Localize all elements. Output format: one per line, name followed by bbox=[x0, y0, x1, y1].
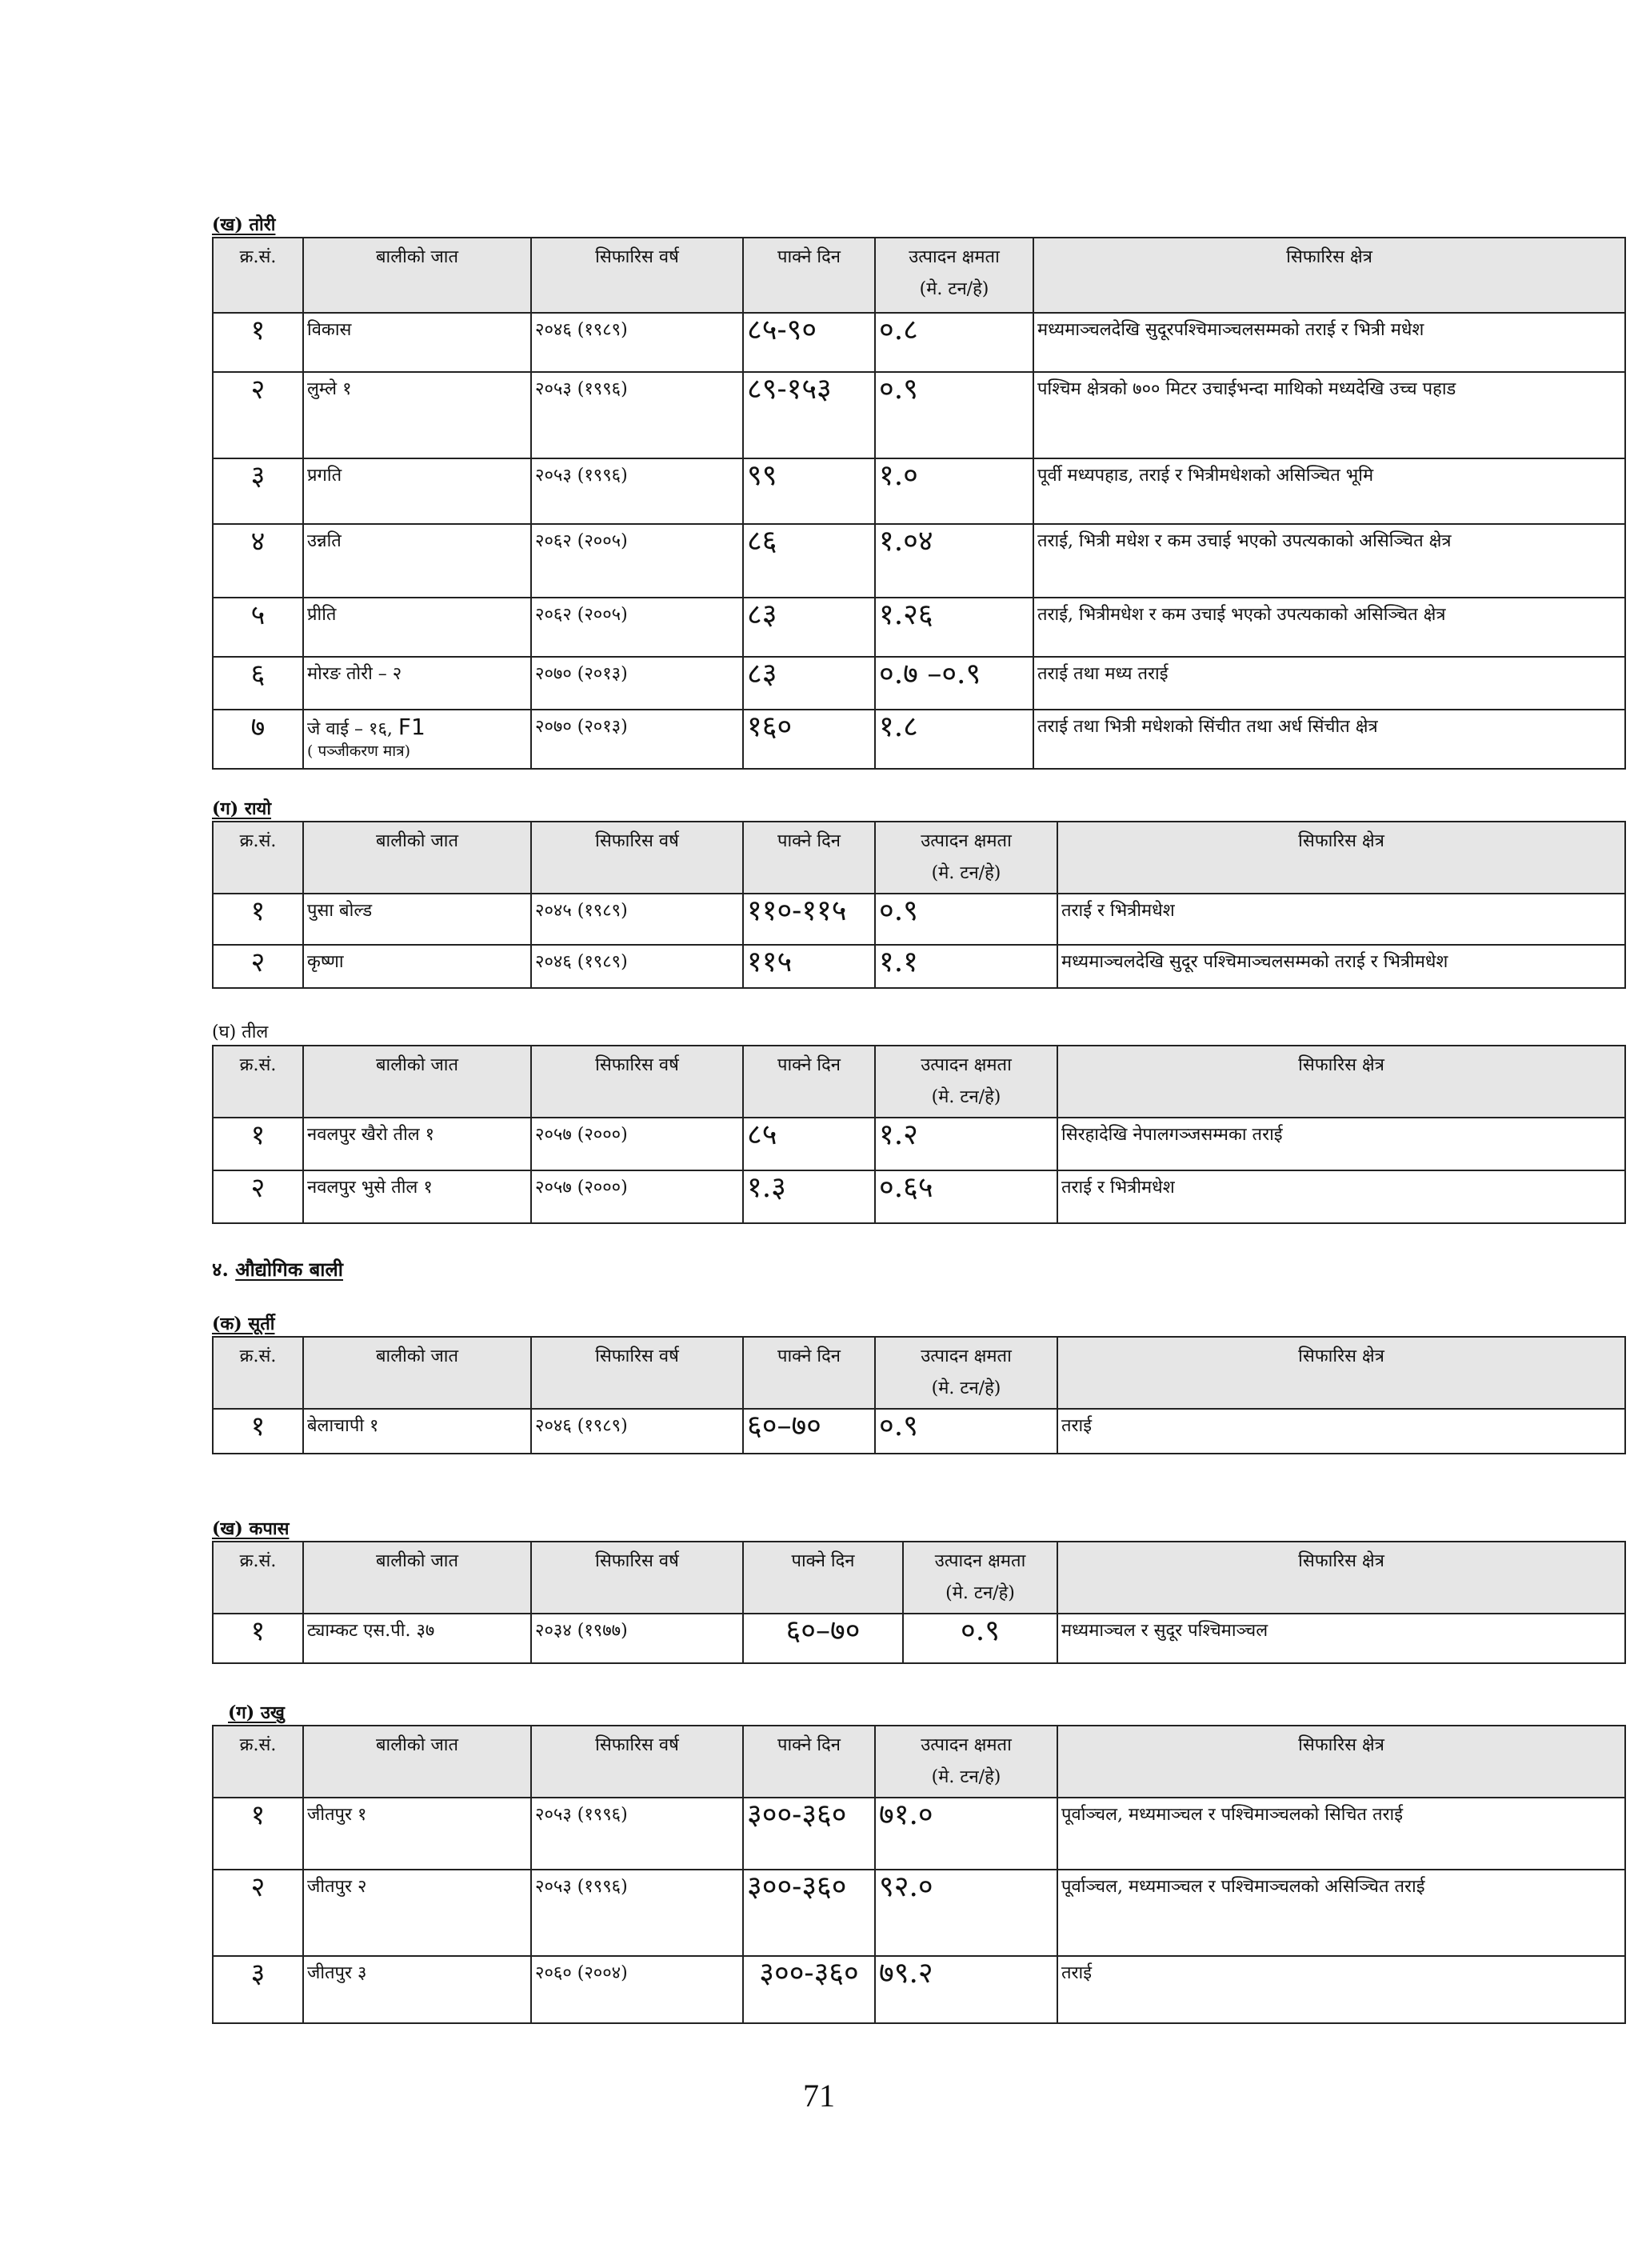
header-yield-line2: (मे. टन/हे) bbox=[931, 863, 1001, 883]
header-sn: क्र.सं. bbox=[213, 1542, 303, 1614]
cell-variety: कृष्णा bbox=[303, 945, 531, 988]
registration-note: ( पञ्जीकरण मात्र) bbox=[307, 742, 411, 760]
cell-sn: २ bbox=[213, 372, 303, 458]
cell-variety: ट्याम्कट एस.पी. ३७ bbox=[303, 1614, 531, 1663]
header-yield-line1: उत्पादन क्षमता bbox=[934, 1551, 1026, 1571]
table-header-row bbox=[213, 1726, 1625, 1798]
cell-zone: मध्यमाञ्चलदेखि सुदूरपश्चिमाञ्चलसम्मको तराई र भित्री मधेश bbox=[1033, 313, 1625, 372]
page-number: 71 bbox=[803, 2078, 835, 2114]
cell-variety: नवलपुर खैरो तील १ bbox=[303, 1118, 531, 1170]
header-yield bbox=[875, 1046, 1057, 1118]
section-title-text: (ख) कपास bbox=[212, 1518, 290, 1539]
header-days: पाक्ने दिन bbox=[743, 1726, 875, 1798]
header-zone: सिफारिस क्षेत्र bbox=[1033, 238, 1625, 313]
cell-days: १.३ bbox=[743, 1170, 875, 1223]
header-days: पाक्ने दिन bbox=[743, 238, 875, 313]
cell-days: ६०–७० bbox=[743, 1614, 903, 1663]
cell-zone: पूर्वाञ्चल, मध्यमाञ्चल र पश्चिमाञ्चलको असिञ्चित तराई bbox=[1057, 1870, 1625, 1956]
cell-yield: ०.९ bbox=[875, 1409, 1057, 1454]
header-sn: क्र.सं. bbox=[213, 238, 303, 313]
cell-year: २०५७ (२०००) bbox=[531, 1170, 743, 1223]
table-row bbox=[213, 458, 1625, 524]
header-zone: सिफारिस क्षेत्र bbox=[1057, 1542, 1625, 1614]
variety-name: जे वाई – १६, bbox=[307, 719, 393, 739]
cell-variety: जीतपुर १ bbox=[303, 1798, 531, 1870]
cell-year: २०५३ (१९९६) bbox=[531, 1870, 743, 1956]
table-row bbox=[213, 524, 1625, 598]
header-yield-line2: (मे. टन/हे) bbox=[945, 1583, 1015, 1603]
table-header-row bbox=[213, 1046, 1625, 1118]
cell-year: २०४६ (१९८९) bbox=[531, 1409, 743, 1454]
cell-days: ८९-१५३ bbox=[743, 372, 875, 458]
cell-variety: मोरङ तोरी – २ bbox=[303, 657, 531, 710]
section-title-text: (घ) तील bbox=[212, 1022, 269, 1042]
header-year: सिफारिस वर्ष bbox=[531, 1337, 743, 1409]
header-yield-line2: (मे. टन/हे) bbox=[919, 279, 989, 299]
header-yield bbox=[875, 822, 1057, 894]
header-variety: बालीको जात bbox=[303, 1337, 531, 1409]
cell-year: २०५३ (१९९६) bbox=[531, 1798, 743, 1870]
cell-sn: ५ bbox=[213, 598, 303, 657]
table-tori bbox=[212, 237, 1626, 770]
header-sn: क्र.सं. bbox=[213, 1726, 303, 1798]
header-yield bbox=[875, 1726, 1057, 1798]
cell-days: ११५ bbox=[743, 945, 875, 988]
cell-yield: १.२ bbox=[875, 1118, 1057, 1170]
table-til bbox=[212, 1045, 1626, 1224]
cell-sn: २ bbox=[213, 945, 303, 988]
cell-sn: ६ bbox=[213, 657, 303, 710]
header-yield bbox=[903, 1542, 1057, 1614]
cell-year: २०४६ (१९८९) bbox=[531, 945, 743, 988]
cell-sn: १ bbox=[213, 1614, 303, 1663]
table-ukhu bbox=[212, 1725, 1626, 2024]
industrial-crops-heading bbox=[212, 1256, 343, 1282]
header-zone: सिफारिस क्षेत्र bbox=[1057, 1726, 1625, 1798]
cell-yield: ०.७ –०.९ bbox=[875, 657, 1033, 710]
table-surti bbox=[212, 1336, 1626, 1454]
cell-variety: प्रीति bbox=[303, 598, 531, 657]
cell-variety: जीतपुर ३ bbox=[303, 1956, 531, 2023]
cell-days: ३००-३६० bbox=[743, 1956, 875, 2023]
cell-variety: बेलाचापी १ bbox=[303, 1409, 531, 1454]
cell-sn: १ bbox=[213, 313, 303, 372]
cell-days: ८६ bbox=[743, 524, 875, 598]
cell-zone: तराई र भित्रीमधेश bbox=[1057, 1170, 1625, 1223]
cell-zone: पूर्वी मध्यपहाड, तराई र भित्रीमधेशको असिञ्चित भूमि bbox=[1033, 458, 1625, 524]
cell-zone: तराई र भित्रीमधेश bbox=[1057, 894, 1625, 945]
table-row bbox=[213, 1614, 1625, 1663]
cell-zone: तराई तथा भित्री मधेशको सिंचीत तथा अर्ध सिंचीत क्षेत्र bbox=[1033, 710, 1625, 769]
header-sn: क्र.सं. bbox=[213, 1046, 303, 1118]
cell-year: २०३४ (१९७७) bbox=[531, 1614, 743, 1663]
cell-sn: २ bbox=[213, 1170, 303, 1223]
cell-variety: उन्नति bbox=[303, 524, 531, 598]
heading-text: औद्योगिक बाली bbox=[235, 1258, 344, 1281]
cell-sn: १ bbox=[213, 1798, 303, 1870]
cell-variety: लुम्ले १ bbox=[303, 372, 531, 458]
section-title-text: (ख) तोरी bbox=[212, 214, 276, 235]
header-days: पाक्ने दिन bbox=[743, 1337, 875, 1409]
header-yield-line2: (मे. टन/हे) bbox=[931, 1378, 1001, 1398]
cell-yield: १.०४ bbox=[875, 524, 1033, 598]
section-title-text: (ग) उखु bbox=[228, 1702, 285, 1723]
table-row bbox=[213, 598, 1625, 657]
header-zone: सिफारिस क्षेत्र bbox=[1057, 1046, 1625, 1118]
cell-variety bbox=[303, 710, 531, 769]
cell-zone: पश्चिम क्षेत्रको ७०० मिटर उचाईभन्दा माथिको मध्यदेखि उच्च पहाड bbox=[1033, 372, 1625, 458]
table-row bbox=[213, 1870, 1625, 1956]
header-variety: बालीको जात bbox=[303, 1726, 531, 1798]
cell-yield: ०.६५ bbox=[875, 1170, 1057, 1223]
section-title-til bbox=[212, 1022, 268, 1043]
cell-days: ८५-९० bbox=[743, 313, 875, 372]
cell-year: २०४६ (१९८९) bbox=[531, 313, 743, 372]
cell-zone: तराई bbox=[1057, 1409, 1625, 1454]
cell-yield: १.२६ bbox=[875, 598, 1033, 657]
cell-yield: १.८ bbox=[875, 710, 1033, 769]
cell-yield: ०.८ bbox=[875, 313, 1033, 372]
cell-sn: १ bbox=[213, 894, 303, 945]
cell-sn: २ bbox=[213, 1870, 303, 1956]
cell-variety: पुसा बोल्ड bbox=[303, 894, 531, 945]
header-yield-line1: उत्पादन क्षमता bbox=[921, 1346, 1012, 1366]
header-yield-line1: उत्पादन क्षमता bbox=[921, 1735, 1012, 1755]
section-title-tori bbox=[212, 214, 275, 235]
table-row bbox=[213, 894, 1625, 945]
cell-year: २०६२ (२००५) bbox=[531, 598, 743, 657]
section-title-ukhu bbox=[228, 1702, 285, 1723]
table-row bbox=[213, 313, 1625, 372]
header-yield bbox=[875, 238, 1033, 313]
cell-yield: ९२.० bbox=[875, 1870, 1057, 1956]
table-header-row bbox=[213, 238, 1625, 313]
table-row bbox=[213, 372, 1625, 458]
cell-zone: तराई तथा मध्य तराई bbox=[1033, 657, 1625, 710]
cell-variety: नवलपुर भुसे तील १ bbox=[303, 1170, 531, 1223]
cell-days: १६० bbox=[743, 710, 875, 769]
cell-days: ९९ bbox=[743, 458, 875, 524]
cell-days: ८३ bbox=[743, 657, 875, 710]
cell-year: २०७० (२०१३) bbox=[531, 657, 743, 710]
heading-number: ४. bbox=[212, 1258, 229, 1281]
cell-yield: १.१ bbox=[875, 945, 1057, 988]
cell-yield: ०.९ bbox=[875, 894, 1057, 945]
cell-zone: तराई bbox=[1057, 1956, 1625, 2023]
header-variety: बालीको जात bbox=[303, 238, 531, 313]
cell-yield: ०.९ bbox=[903, 1614, 1057, 1663]
cell-days: ३००-३६० bbox=[743, 1798, 875, 1870]
cell-days: ८५ bbox=[743, 1118, 875, 1170]
header-yield-line1: उत्पादन क्षमता bbox=[921, 1055, 1012, 1075]
table-row bbox=[213, 657, 1625, 710]
header-year: सिफारिस वर्ष bbox=[531, 1046, 743, 1118]
header-variety: बालीको जात bbox=[303, 822, 531, 894]
section-title-kapas bbox=[212, 1518, 289, 1539]
header-year: सिफारिस वर्ष bbox=[531, 1726, 743, 1798]
table-header-row bbox=[213, 822, 1625, 894]
header-zone: सिफारिस क्षेत्र bbox=[1057, 822, 1625, 894]
cell-yield: ०.९ bbox=[875, 372, 1033, 458]
cell-year: २०४५ (१९८९) bbox=[531, 894, 743, 945]
header-days: पाक्ने दिन bbox=[743, 822, 875, 894]
cell-sn: ४ bbox=[213, 524, 303, 598]
hybrid-tag: F1 bbox=[398, 714, 425, 740]
cell-year: २०५३ (१९९६) bbox=[531, 372, 743, 458]
cell-year: २०७० (२०१३) bbox=[531, 710, 743, 769]
cell-zone: पूर्वाञ्चल, मध्यमाञ्चल र पश्चिमाञ्चलको सिचित तराई bbox=[1057, 1798, 1625, 1870]
header-zone: सिफारिस क्षेत्र bbox=[1057, 1337, 1625, 1409]
cell-variety: विकास bbox=[303, 313, 531, 372]
cell-sn: १ bbox=[213, 1409, 303, 1454]
cell-zone: मध्यमाञ्चल र सुदूर पश्चिमाञ्चल bbox=[1057, 1614, 1625, 1663]
header-yield-line2: (मे. टन/हे) bbox=[931, 1087, 1001, 1107]
cell-variety: जीतपुर २ bbox=[303, 1870, 531, 1956]
header-yield-line1: उत्पादन क्षमता bbox=[909, 247, 1000, 267]
cell-year: २०६२ (२००५) bbox=[531, 524, 743, 598]
cell-sn: १ bbox=[213, 1118, 303, 1170]
cell-year: २०६० (२००४) bbox=[531, 1956, 743, 2023]
header-sn: क्र.सं. bbox=[213, 822, 303, 894]
header-sn: क्र.सं. bbox=[213, 1337, 303, 1409]
header-days: पाक्ने दिन bbox=[743, 1046, 875, 1118]
section-title-text: (क) सूर्ती bbox=[212, 1314, 275, 1334]
cell-sn: ३ bbox=[213, 458, 303, 524]
header-variety: बालीको जात bbox=[303, 1542, 531, 1614]
table-kapas bbox=[212, 1541, 1626, 1664]
cell-year: २०५३ (१९९६) bbox=[531, 458, 743, 524]
table-row bbox=[213, 710, 1625, 769]
section-title-rayo bbox=[212, 798, 271, 819]
cell-days: ११०-११५ bbox=[743, 894, 875, 945]
header-yield-line2: (मे. टन/हे) bbox=[931, 1767, 1001, 1787]
section-title-surti bbox=[212, 1314, 274, 1334]
cell-zone: तराई, भित्रीमधेश र कम उचाई भएको उपत्यकाको असिञ्चित क्षेत्र bbox=[1033, 598, 1625, 657]
cell-yield: ७१.० bbox=[875, 1798, 1057, 1870]
cell-zone: मध्यमाञ्चलदेखि सुदूर पश्चिमाञ्चलसम्मको तराई र भित्रीमधेश bbox=[1057, 945, 1625, 988]
header-year: सिफारिस वर्ष bbox=[531, 1542, 743, 1614]
header-yield-line1: उत्पादन क्षमता bbox=[921, 831, 1012, 851]
section-title-text: (ग) रायो bbox=[212, 798, 272, 819]
cell-sn: ३ bbox=[213, 1956, 303, 2023]
cell-zone: सिरहादेखि नेपालगञ्जसम्मका तराई bbox=[1057, 1118, 1625, 1170]
cell-year: २०५७ (२०००) bbox=[531, 1118, 743, 1170]
header-days: पाक्ने दिन bbox=[743, 1542, 903, 1614]
table-row bbox=[213, 1956, 1625, 2023]
table-row bbox=[213, 1798, 1625, 1870]
header-year: सिफारिस वर्ष bbox=[531, 822, 743, 894]
header-year: सिफारिस वर्ष bbox=[531, 238, 743, 313]
table-header-row bbox=[213, 1542, 1625, 1614]
cell-variety: प्रगति bbox=[303, 458, 531, 524]
cell-yield: १.० bbox=[875, 458, 1033, 524]
cell-sn: ७ bbox=[213, 710, 303, 769]
table-row bbox=[213, 1170, 1625, 1223]
cell-zone: तराई, भित्री मधेश र कम उचाई भएको उपत्यकाको असिञ्चित क्षेत्र bbox=[1033, 524, 1625, 598]
table-row bbox=[213, 1118, 1625, 1170]
table-row bbox=[213, 945, 1625, 988]
cell-days: ६०–७० bbox=[743, 1409, 875, 1454]
cell-days: ३००-३६० bbox=[743, 1870, 875, 1956]
table-header-row bbox=[213, 1337, 1625, 1409]
cell-days: ८३ bbox=[743, 598, 875, 657]
cell-yield: ७९.२ bbox=[875, 1956, 1057, 2023]
table-rayo bbox=[212, 821, 1626, 989]
header-variety: बालीको जात bbox=[303, 1046, 531, 1118]
header-yield bbox=[875, 1337, 1057, 1409]
table-row bbox=[213, 1409, 1625, 1454]
